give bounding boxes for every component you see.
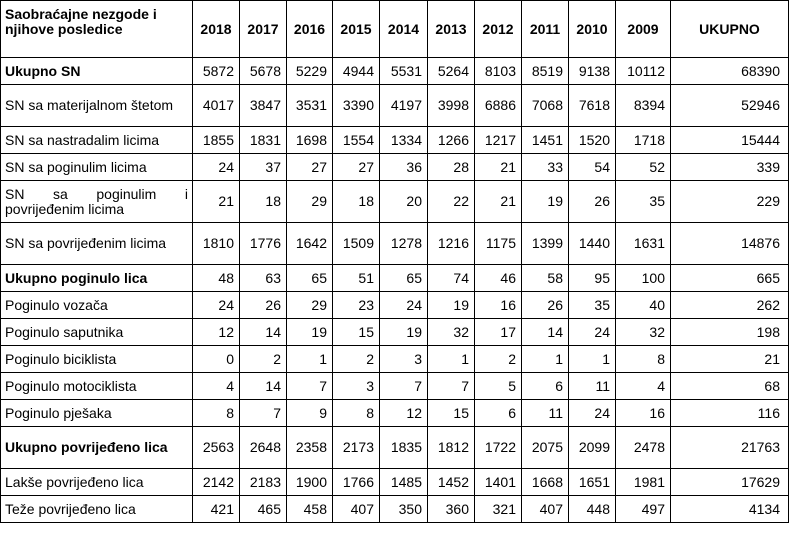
header-year-cell: 2018: [193, 1, 240, 58]
value-cell: 1440: [569, 223, 616, 265]
row-label-cell: SN sa poginulim licima: [1, 154, 193, 181]
value-cell: 5264: [428, 58, 475, 85]
value-cell: 27: [287, 154, 333, 181]
value-cell: 3998: [428, 85, 475, 127]
value-cell: 22: [428, 181, 475, 223]
value-cell: 19: [380, 319, 428, 346]
header-label-cell: Saobraćajne nezgode i njihove posledice: [1, 1, 193, 58]
value-cell: 1810: [193, 223, 240, 265]
value-cell: 350: [380, 496, 428, 523]
value-cell: 7: [380, 373, 428, 400]
value-cell: 9138: [569, 58, 616, 85]
total-cell: 116: [671, 400, 789, 427]
value-cell: 1509: [333, 223, 380, 265]
total-cell: 21: [671, 346, 789, 373]
value-cell: 2183: [240, 469, 287, 496]
value-cell: 7618: [569, 85, 616, 127]
table-row: [1, 346, 789, 373]
value-cell: 29: [287, 292, 333, 319]
value-cell: 24: [193, 292, 240, 319]
row-label-cell: Ukupno SN: [1, 58, 193, 85]
value-cell: 4944: [333, 58, 380, 85]
value-cell: 1981: [616, 469, 671, 496]
value-cell: 14: [522, 319, 569, 346]
total-cell: 14876: [671, 223, 789, 265]
value-cell: 12: [193, 319, 240, 346]
value-cell: 1651: [569, 469, 616, 496]
value-cell: 407: [522, 496, 569, 523]
table-body: [1, 58, 789, 523]
total-cell: 52946: [671, 85, 789, 127]
value-cell: 11: [522, 400, 569, 427]
value-cell: 3847: [240, 85, 287, 127]
table-row: [1, 265, 789, 292]
total-cell: 665: [671, 265, 789, 292]
value-cell: 26: [522, 292, 569, 319]
row-label-cell: Poginulo biciklista: [1, 346, 193, 373]
value-cell: 2478: [616, 427, 671, 469]
value-cell: 20: [380, 181, 428, 223]
value-cell: 21: [193, 181, 240, 223]
value-cell: 3390: [333, 85, 380, 127]
value-cell: 37: [240, 154, 287, 181]
table-row: [1, 223, 789, 265]
total-cell: 15444: [671, 127, 789, 154]
value-cell: 7: [428, 373, 475, 400]
value-cell: 7: [287, 373, 333, 400]
value-cell: 2563: [193, 427, 240, 469]
value-cell: 421: [193, 496, 240, 523]
row-label-cell: Ukupno poginulo lica: [1, 265, 193, 292]
header-year-cell: 2017: [240, 1, 287, 58]
header-row: [1, 1, 789, 58]
value-cell: 1: [522, 346, 569, 373]
total-cell: 198: [671, 319, 789, 346]
value-cell: 1217: [475, 127, 522, 154]
total-cell: 68: [671, 373, 789, 400]
header-year-cell: 2010: [569, 1, 616, 58]
value-cell: 6: [475, 400, 522, 427]
value-cell: 40: [616, 292, 671, 319]
value-cell: 18: [333, 181, 380, 223]
value-cell: 5678: [240, 58, 287, 85]
value-cell: 1642: [287, 223, 333, 265]
value-cell: 1776: [240, 223, 287, 265]
value-cell: 18: [240, 181, 287, 223]
table-row: [1, 400, 789, 427]
value-cell: 6886: [475, 85, 522, 127]
row-label-cell: Poginulo motociklista: [1, 373, 193, 400]
value-cell: 11: [569, 373, 616, 400]
value-cell: 8: [616, 346, 671, 373]
header-year-cell: 2011: [522, 1, 569, 58]
value-cell: 1401: [475, 469, 522, 496]
value-cell: 5229: [287, 58, 333, 85]
total-cell: 4134: [671, 496, 789, 523]
value-cell: 360: [428, 496, 475, 523]
table-row: [1, 127, 789, 154]
value-cell: 5872: [193, 58, 240, 85]
value-cell: 0: [193, 346, 240, 373]
value-cell: 1855: [193, 127, 240, 154]
value-cell: 12: [380, 400, 428, 427]
table-row: [1, 496, 789, 523]
value-cell: 1278: [380, 223, 428, 265]
value-cell: 24: [569, 319, 616, 346]
value-cell: 2648: [240, 427, 287, 469]
value-cell: 321: [475, 496, 522, 523]
row-label-cell: Lakše povrijeđeno lica: [1, 469, 193, 496]
value-cell: 8519: [522, 58, 569, 85]
total-cell: 262: [671, 292, 789, 319]
total-cell: 17629: [671, 469, 789, 496]
total-cell: 229: [671, 181, 789, 223]
table-row: [1, 469, 789, 496]
value-cell: 54: [569, 154, 616, 181]
value-cell: 65: [380, 265, 428, 292]
value-cell: 21: [475, 181, 522, 223]
value-cell: 497: [616, 496, 671, 523]
value-cell: 1900: [287, 469, 333, 496]
value-cell: 407: [333, 496, 380, 523]
row-label-cell: SN sa materijalnom štetom: [1, 85, 193, 127]
header-year-cell: 2012: [475, 1, 522, 58]
value-cell: 3531: [287, 85, 333, 127]
header-year-cell: 2014: [380, 1, 428, 58]
row-label-cell: Poginulo pješaka: [1, 400, 193, 427]
value-cell: 6: [522, 373, 569, 400]
value-cell: 4017: [193, 85, 240, 127]
value-cell: 1698: [287, 127, 333, 154]
value-cell: 36: [380, 154, 428, 181]
value-cell: 9: [287, 400, 333, 427]
value-cell: 4197: [380, 85, 428, 127]
value-cell: 35: [569, 292, 616, 319]
value-cell: 7068: [522, 85, 569, 127]
value-cell: 19: [522, 181, 569, 223]
value-cell: 448: [569, 496, 616, 523]
value-cell: 3: [380, 346, 428, 373]
value-cell: 23: [333, 292, 380, 319]
value-cell: 95: [569, 265, 616, 292]
value-cell: 2142: [193, 469, 240, 496]
value-cell: 17: [475, 319, 522, 346]
value-cell: 458: [287, 496, 333, 523]
table-row: [1, 58, 789, 85]
value-cell: 32: [428, 319, 475, 346]
value-cell: 5: [475, 373, 522, 400]
value-cell: 2: [475, 346, 522, 373]
value-cell: 1451: [522, 127, 569, 154]
value-cell: 1: [428, 346, 475, 373]
value-cell: 8394: [616, 85, 671, 127]
value-cell: 28: [428, 154, 475, 181]
value-cell: 1: [287, 346, 333, 373]
value-cell: 7: [240, 400, 287, 427]
value-cell: 15: [333, 319, 380, 346]
value-cell: 1: [569, 346, 616, 373]
table-row: [1, 154, 789, 181]
value-cell: 63: [240, 265, 287, 292]
table-row: [1, 319, 789, 346]
table-row: [1, 85, 789, 127]
value-cell: 8: [333, 400, 380, 427]
total-cell: 68390: [671, 58, 789, 85]
value-cell: 26: [569, 181, 616, 223]
value-cell: 32: [616, 319, 671, 346]
value-cell: 21: [475, 154, 522, 181]
value-cell: 1668: [522, 469, 569, 496]
value-cell: 2: [333, 346, 380, 373]
value-cell: 16: [616, 400, 671, 427]
value-cell: 16: [475, 292, 522, 319]
value-cell: 27: [333, 154, 380, 181]
value-cell: 3: [333, 373, 380, 400]
value-cell: 51: [333, 265, 380, 292]
header-total-cell: UKUPNO: [671, 1, 789, 58]
value-cell: 52: [616, 154, 671, 181]
value-cell: 35: [616, 181, 671, 223]
value-cell: 4: [193, 373, 240, 400]
value-cell: 74: [428, 265, 475, 292]
value-cell: 1835: [380, 427, 428, 469]
value-cell: 15: [428, 400, 475, 427]
value-cell: 8: [193, 400, 240, 427]
header-year-cell: 2015: [333, 1, 380, 58]
value-cell: 14: [240, 319, 287, 346]
value-cell: 1520: [569, 127, 616, 154]
value-cell: 1631: [616, 223, 671, 265]
value-cell: 1334: [380, 127, 428, 154]
value-cell: 65: [287, 265, 333, 292]
value-cell: 1554: [333, 127, 380, 154]
table-row: [1, 427, 789, 469]
value-cell: 1812: [428, 427, 475, 469]
value-cell: 29: [287, 181, 333, 223]
value-cell: 1722: [475, 427, 522, 469]
value-cell: 19: [428, 292, 475, 319]
row-label-cell: Poginulo vozača: [1, 292, 193, 319]
value-cell: 4: [616, 373, 671, 400]
value-cell: 2075: [522, 427, 569, 469]
total-cell: 21763: [671, 427, 789, 469]
value-cell: 33: [522, 154, 569, 181]
value-cell: 1399: [522, 223, 569, 265]
value-cell: 19: [287, 319, 333, 346]
row-label-cell: Teže povrijeđeno lica: [1, 496, 193, 523]
value-cell: 48: [193, 265, 240, 292]
value-cell: 10112: [616, 58, 671, 85]
value-cell: 1831: [240, 127, 287, 154]
header-year-cell: 2016: [287, 1, 333, 58]
value-cell: 2173: [333, 427, 380, 469]
value-cell: 2: [240, 346, 287, 373]
value-cell: 2358: [287, 427, 333, 469]
total-cell: 339: [671, 154, 789, 181]
value-cell: 2099: [569, 427, 616, 469]
value-cell: 100: [616, 265, 671, 292]
value-cell: 1175: [475, 223, 522, 265]
header-year-cell: 2013: [428, 1, 475, 58]
value-cell: 24: [380, 292, 428, 319]
value-cell: 1216: [428, 223, 475, 265]
row-label-cell: Poginulo saputnika: [1, 319, 193, 346]
value-cell: 46: [475, 265, 522, 292]
value-cell: 5531: [380, 58, 428, 85]
value-cell: 1718: [616, 127, 671, 154]
value-cell: 26: [240, 292, 287, 319]
value-cell: 58: [522, 265, 569, 292]
row-label-cell: Ukupno povrijeđeno lica: [1, 427, 193, 469]
value-cell: 24: [569, 400, 616, 427]
row-label-cell: SN sa nastradalim licima: [1, 127, 193, 154]
table-row: [1, 373, 789, 400]
table-row: [1, 292, 789, 319]
value-cell: 1766: [333, 469, 380, 496]
table-row: [1, 181, 789, 223]
value-cell: 1266: [428, 127, 475, 154]
value-cell: 14: [240, 373, 287, 400]
value-cell: 24: [193, 154, 240, 181]
row-label-cell: SN sa povrijeđenim licima: [1, 223, 193, 265]
value-cell: 1485: [380, 469, 428, 496]
value-cell: 1452: [428, 469, 475, 496]
value-cell: 8103: [475, 58, 522, 85]
row-label-cell: SN sa poginulim i povrijeđenim licima: [1, 181, 193, 223]
header-year-cell: 2009: [616, 1, 671, 58]
value-cell: 465: [240, 496, 287, 523]
